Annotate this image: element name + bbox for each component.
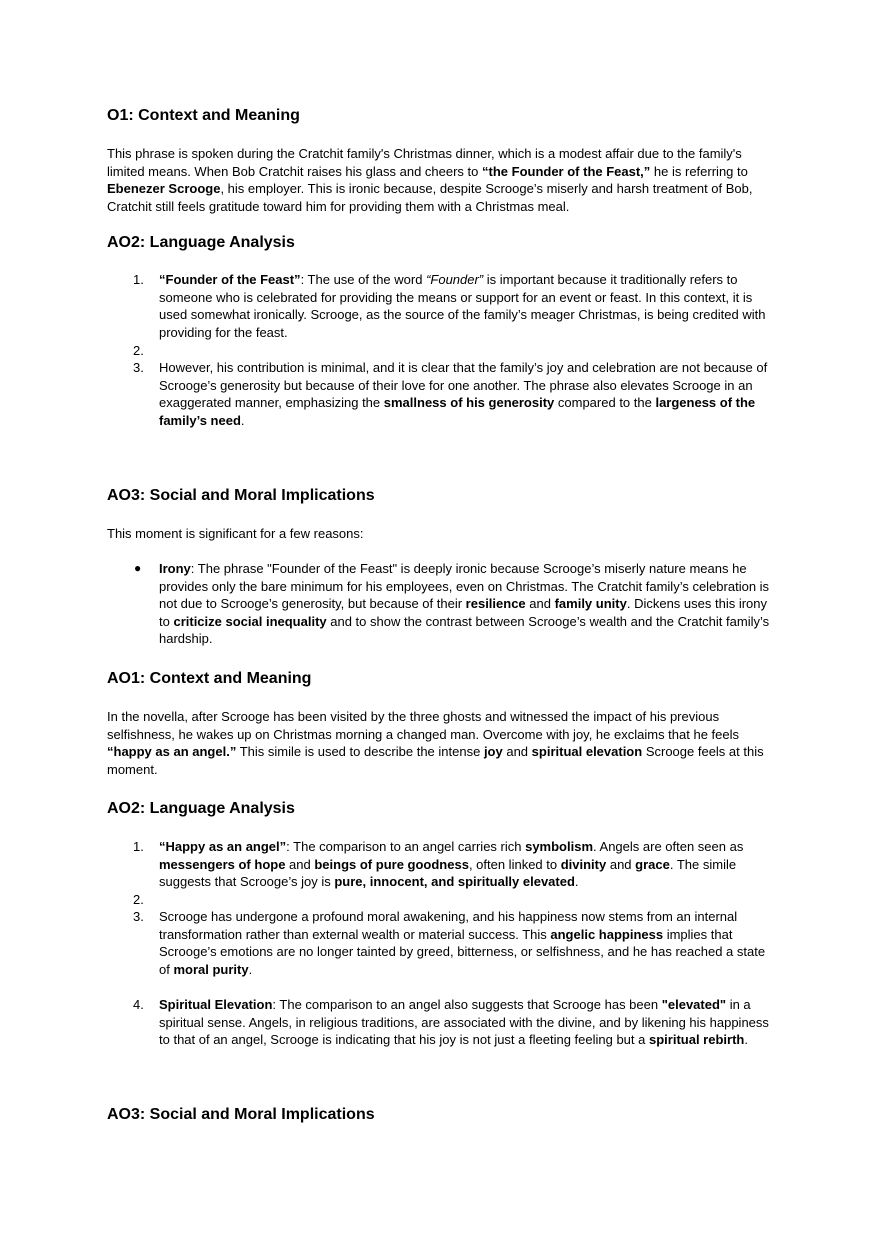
section-heading-ao3-social: AO3: Social and Moral Implications <box>107 1106 375 1123</box>
bold-phrase: Irony <box>159 561 191 576</box>
bold-phrase: Spiritual Elevation <box>159 997 273 1012</box>
text-run: Scrooge feels at this moment. <box>107 744 764 777</box>
text-run: . The simile suggests that Scrooge’s joy is <box>159 856 737 889</box>
bold-phrase: divinity <box>560 856 607 872</box>
list-item-3 <box>107 908 775 978</box>
text-run: and <box>502 744 532 759</box>
list-marker: 1. <box>133 839 144 854</box>
text-run: . <box>240 412 245 428</box>
list-item-1 <box>107 838 775 891</box>
list-item-text <box>159 838 775 891</box>
bold-phrase: “happy as an angel.” <box>107 744 237 759</box>
text-run: In the novella, after Scrooge has been visited by the three ghosts and witnessed the impact of his previous selfishness, he wakes up on Christmas morning a changed man. Overcome with joy, he exclaims that he feels <box>107 709 740 742</box>
bold-phrase: largeness of the family’s need <box>159 395 756 428</box>
list-item-text <box>159 996 775 1049</box>
text-run: . Dickens uses this irony to <box>159 596 768 629</box>
bullet-item-irony <box>107 560 775 648</box>
text-run: : The use of the word <box>300 272 427 287</box>
bold-phrase: “Happy as an angel” <box>159 839 287 854</box>
text-run: : The phrase "Founder of the Feast" is deeply ironic because Scrooge’s miserly nature means he provides only the bare minimum for his employees, even on Christmas. The Cratchit family’s celebration is not due to Scrooge’s generosity, but because of their <box>159 561 770 611</box>
section-heading-ao3-social: AO3: Social and Moral Implications <box>107 487 375 504</box>
text-run: This simile is used to describe the intense <box>236 744 484 759</box>
bold-phrase: pure, innocent, and spiritually elevated <box>334 874 575 889</box>
list-item-3 <box>107 359 775 429</box>
text-run: , often linked to <box>468 856 561 872</box>
bold-phrase: “Founder of the Feast” <box>159 272 301 287</box>
text-run: and <box>525 596 555 611</box>
section-heading-ao1-context: AO1: Context and Meaning <box>107 670 312 687</box>
text-run: he is referring to <box>650 163 748 179</box>
list-item-text <box>159 359 775 429</box>
bold-phrase: smallness of his generosity <box>383 395 555 410</box>
intro-paragraph: This moment is significant for a few reasons: <box>107 526 364 541</box>
text-run: . <box>574 874 579 889</box>
text-run: and <box>606 856 636 872</box>
list-item-text <box>159 908 775 978</box>
italic-phrase: “Founder” <box>426 272 484 287</box>
bold-phrase: angelic happiness <box>550 926 664 942</box>
text-run: However, his contribution is minimal, and it is clear that the family’s joy and celebration are not because of Scrooge’s generosity but because of their love for one another. The phrase also elevates Scrooge in an exaggerated manner, emphasizing the <box>159 360 768 410</box>
section-heading-ao2-language: AO2: Language Analysis <box>107 234 295 251</box>
bold-phrase: beings of pure goodness <box>314 856 469 872</box>
context-paragraph <box>107 145 775 215</box>
text-run: . Angels are often seen as <box>593 839 744 854</box>
section-heading-ao2-language: AO2: Language Analysis <box>107 800 295 817</box>
text-run: . <box>248 961 253 977</box>
bold-phrase: Ebenezer Scrooge <box>107 181 221 196</box>
list-item-1 <box>107 271 775 341</box>
text-run: : The comparison to an angel also suggests that Scrooge has been <box>272 997 662 1012</box>
bold-phrase: spiritual rebirth <box>648 1032 745 1047</box>
list-item-4 <box>107 996 775 1049</box>
text-run: Scrooge has undergone a profound moral awakening, and his happiness now stems from an internal transformation rather than external wealth or material success. This <box>159 909 738 942</box>
bold-phrase: spiritual elevation <box>531 744 643 759</box>
context-paragraph <box>107 708 775 778</box>
list-marker: 2. <box>133 892 144 907</box>
list-marker: 2. <box>133 343 144 358</box>
bold-phrase: joy <box>483 744 503 759</box>
text-run: in a spiritual sense. Angels, in religious traditions, are associated with the divine, and by likening his happiness to that of an angel, Scrooge is indicating that his joy is not just a fleeting feeling but a <box>159 997 769 1047</box>
list-marker: 4. <box>133 997 144 1012</box>
bullet-marker: ● <box>134 561 142 575</box>
text-run: implies that Scrooge’s emotions are no longer tainted by greed, bitterness, or selfishness, and he has reached a state of <box>159 926 766 977</box>
bold-phrase: “the Founder of the Feast,” <box>482 163 651 179</box>
list-item-text <box>159 271 775 341</box>
bold-phrase: "elevated" <box>661 997 727 1012</box>
text-run: : The comparison to an angel carries rich <box>286 839 526 854</box>
bullet-item-text <box>159 560 775 648</box>
text-run: . <box>744 1032 748 1047</box>
text-run: and <box>285 856 315 872</box>
bold-phrase: symbolism <box>525 839 594 854</box>
bold-phrase: grace <box>635 856 670 872</box>
list-marker: 1. <box>133 272 144 287</box>
bold-phrase: criticize social inequality <box>173 613 327 629</box>
text-run: is important because it traditionally refers to someone who is celebrated for providing the means or support for an event or feast. In this context, it is used somewhat ironically. Scrooge, as the source of the family’s meager Christmas, is being credited with providing for the feast. <box>159 272 766 340</box>
bold-phrase: messengers of hope <box>159 856 286 872</box>
list-marker: 3. <box>133 909 144 924</box>
bold-phrase: family unity <box>554 596 627 611</box>
bold-phrase: moral purity <box>173 961 249 977</box>
text-run: compared to the <box>554 395 656 410</box>
text-run: , his employer. This is ironic because, despite Scrooge’s miserly and harsh treatment of Bob, Cratchit still feels gratitude toward him for providing them with a Christmas meal. <box>107 181 753 214</box>
list-marker: 3. <box>133 360 144 375</box>
text-run: This phrase is spoken during the Cratchit family's Christmas dinner, which is a modest affair due to the family's limited means. When Bob Cratchit raises his glass and cheers to <box>107 146 742 179</box>
bold-phrase: resilience <box>465 596 526 611</box>
section-heading-o1-context: O1: Context and Meaning <box>107 107 300 124</box>
text-run: and to show the contrast between Scrooge’s wealth and the Cratchit family’s hardship. <box>159 613 770 646</box>
